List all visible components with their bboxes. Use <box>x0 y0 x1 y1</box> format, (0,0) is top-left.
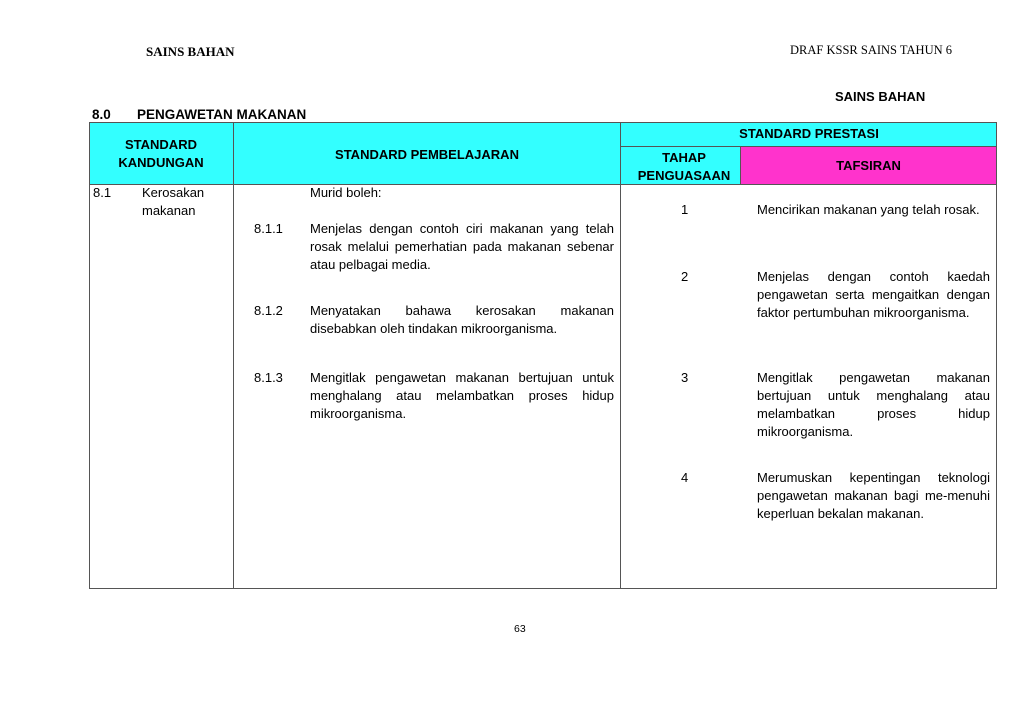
header-tafsiran: TAFSIRAN <box>836 158 901 173</box>
sk-text: Kerosakan makanan <box>142 185 205 218</box>
document-header-left: SAINS BAHAN <box>146 44 235 59</box>
table-border-right <box>996 122 997 589</box>
prestasi-divider <box>621 146 997 147</box>
section-number: 8.0 <box>92 107 111 122</box>
sp-text-2: Menyatakan bahawa kerosakan makanan disebabkan oleh tindakan mikroorganisma. <box>310 303 614 336</box>
page-number: 63 <box>514 623 526 635</box>
sp-code-2: 8.1.2 <box>254 303 283 318</box>
header-bottom-border <box>89 184 997 185</box>
sk-number: 8.1 <box>93 185 112 200</box>
level-3-number: 3 <box>681 370 689 385</box>
document-header-right: DRAF KSSR SAINS TAHUN 6 <box>790 43 952 57</box>
header-standard-prestasi: STANDARD PRESTASI <box>739 126 879 141</box>
header-standard-pembelajaran: STANDARD PEMBELAJARAN <box>335 147 519 162</box>
level-4-number: 4 <box>681 470 689 485</box>
sp-intro: Murid boleh: <box>310 185 382 200</box>
section-title: PENGAWETAN MAKANAN <box>137 107 307 122</box>
document-subtitle: SAINS BAHAN <box>835 89 926 104</box>
sp-code-3: 8.1.3 <box>254 370 283 385</box>
sp-text-3: Mengitlak pengawetan makanan bertujuan untuk menghalang atau melambatkan proses hidup mikroorganisma. <box>310 370 614 421</box>
level-2-text: Menjelas dengan contoh kaedah pengawetan serta mengaitkan dengan faktor pertumbuhan mikroorganisma. <box>757 269 990 320</box>
table-border-bottom <box>89 588 997 589</box>
column-divider-2 <box>620 122 621 589</box>
column-divider-3 <box>740 146 741 185</box>
level-1-number: 1 <box>681 202 689 217</box>
table-border-top <box>89 122 997 123</box>
level-2-number: 2 <box>681 269 689 284</box>
table-border-left <box>89 122 90 589</box>
sp-code-1: 8.1.1 <box>254 221 283 236</box>
level-4-text: Merumuskan kepentingan teknologi pengawetan makanan bagi me-menuhi keperluan bekalan makanan. <box>757 470 990 521</box>
level-3-text: Mengitlak pengawetan makanan bertujuan untuk menghalang atau melambatkan proses hidup mikroorganisma. <box>757 370 990 439</box>
level-1-text: Mencirikan makanan yang telah rosak. <box>757 202 980 217</box>
sp-text-1: Menjelas dengan contoh ciri makanan yang telah rosak melalui pemerhatian pada makanan sebenar atau pelbagai media. <box>310 221 614 272</box>
header-tahap-penguasaan: TAHAP PENGUASAAN <box>637 150 731 183</box>
header-standard-kandungan: STANDARD KANDUNGAN <box>118 137 204 170</box>
column-divider-1 <box>233 122 234 589</box>
